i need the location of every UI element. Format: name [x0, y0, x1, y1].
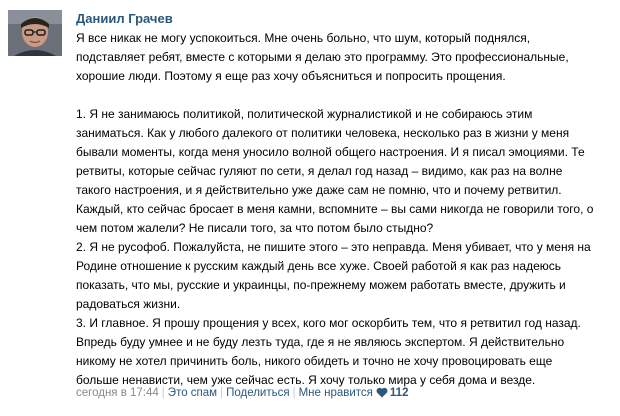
footer-separator: |	[220, 387, 224, 399]
share-link[interactable]: Поделиться	[226, 387, 290, 399]
footer-separator: |	[292, 387, 296, 399]
like-count: 112	[389, 387, 409, 399]
avatar-photo	[8, 10, 62, 56]
like-label: Мне нравится	[298, 387, 373, 399]
post-timestamp[interactable]: сегодня в 17:44	[76, 387, 159, 399]
post-paragraph-3: 3. И главное. Я прошу прощения у всех, кого мог оскорбить тем, что я ретвитил год назад. Впредь буду умнее и не буду лезть туда, где я не являюсь экспертом. Я действительно никому не хотел причинить боль, никого обидеть и точно не хочу провоцировать еще больше ненависти, чем уже сейчас есть. Я хочу только мира у себя дома и везде.	[76, 316, 581, 387]
paragraph-gap	[76, 86, 620, 105]
post-footer	[76, 385, 408, 403]
footer-separator: |	[161, 387, 165, 399]
post-paragraph-1: 1. Я не занимаюсь политикой, политической журналистикой и не собираюсь этим заниматься. Как у любого далекого от политики человека, несколько раз в жизни у меня бывали моменты, когда меня уносило волной общего настроения. И я писал эмоциями. Те ретвиты, которые сейчас гуляют по сети, я делал год назад – видимо, как раз на волне такого настроения, и я действительно уже даже сам не помню, что и почему ретвитил. Каждый, кто сейчас бросает в меня камни, вспомните – вы сами никогда не говорили того, о чем потом жалели? Не писали того, за что потом было стыдно?	[76, 107, 594, 235]
post-paragraph-2: 2. Я не русофоб. Пожалуйста, не пишите этого – это неправда. Меня убивает, что у меня на Родине отношение к русским каждый день все хуже. Своей работой я как раз надеюсь показать, что мы, русские и украинцы, по-прежнему можем работать вместе, дружить и радоваться жизни.	[76, 240, 591, 311]
report-spam-link[interactable]: Это спам	[167, 387, 218, 399]
post-paragraph-intro: Я все никак не могу успокоиться. Мне очень больно, что шум, который поднялся, подставляет ребят, вместе с которыми я делаю это программу. Это профессиональные, хорошие люди. Поэтому я еще раз хочу объясниться и попросить прощения.	[76, 31, 569, 83]
like-button[interactable]	[299, 387, 409, 399]
author-avatar[interactable]	[8, 10, 62, 56]
post-text	[76, 29, 620, 390]
author-name[interactable]: Даниил Грачев	[76, 11, 173, 26]
heart-icon	[376, 387, 388, 403]
